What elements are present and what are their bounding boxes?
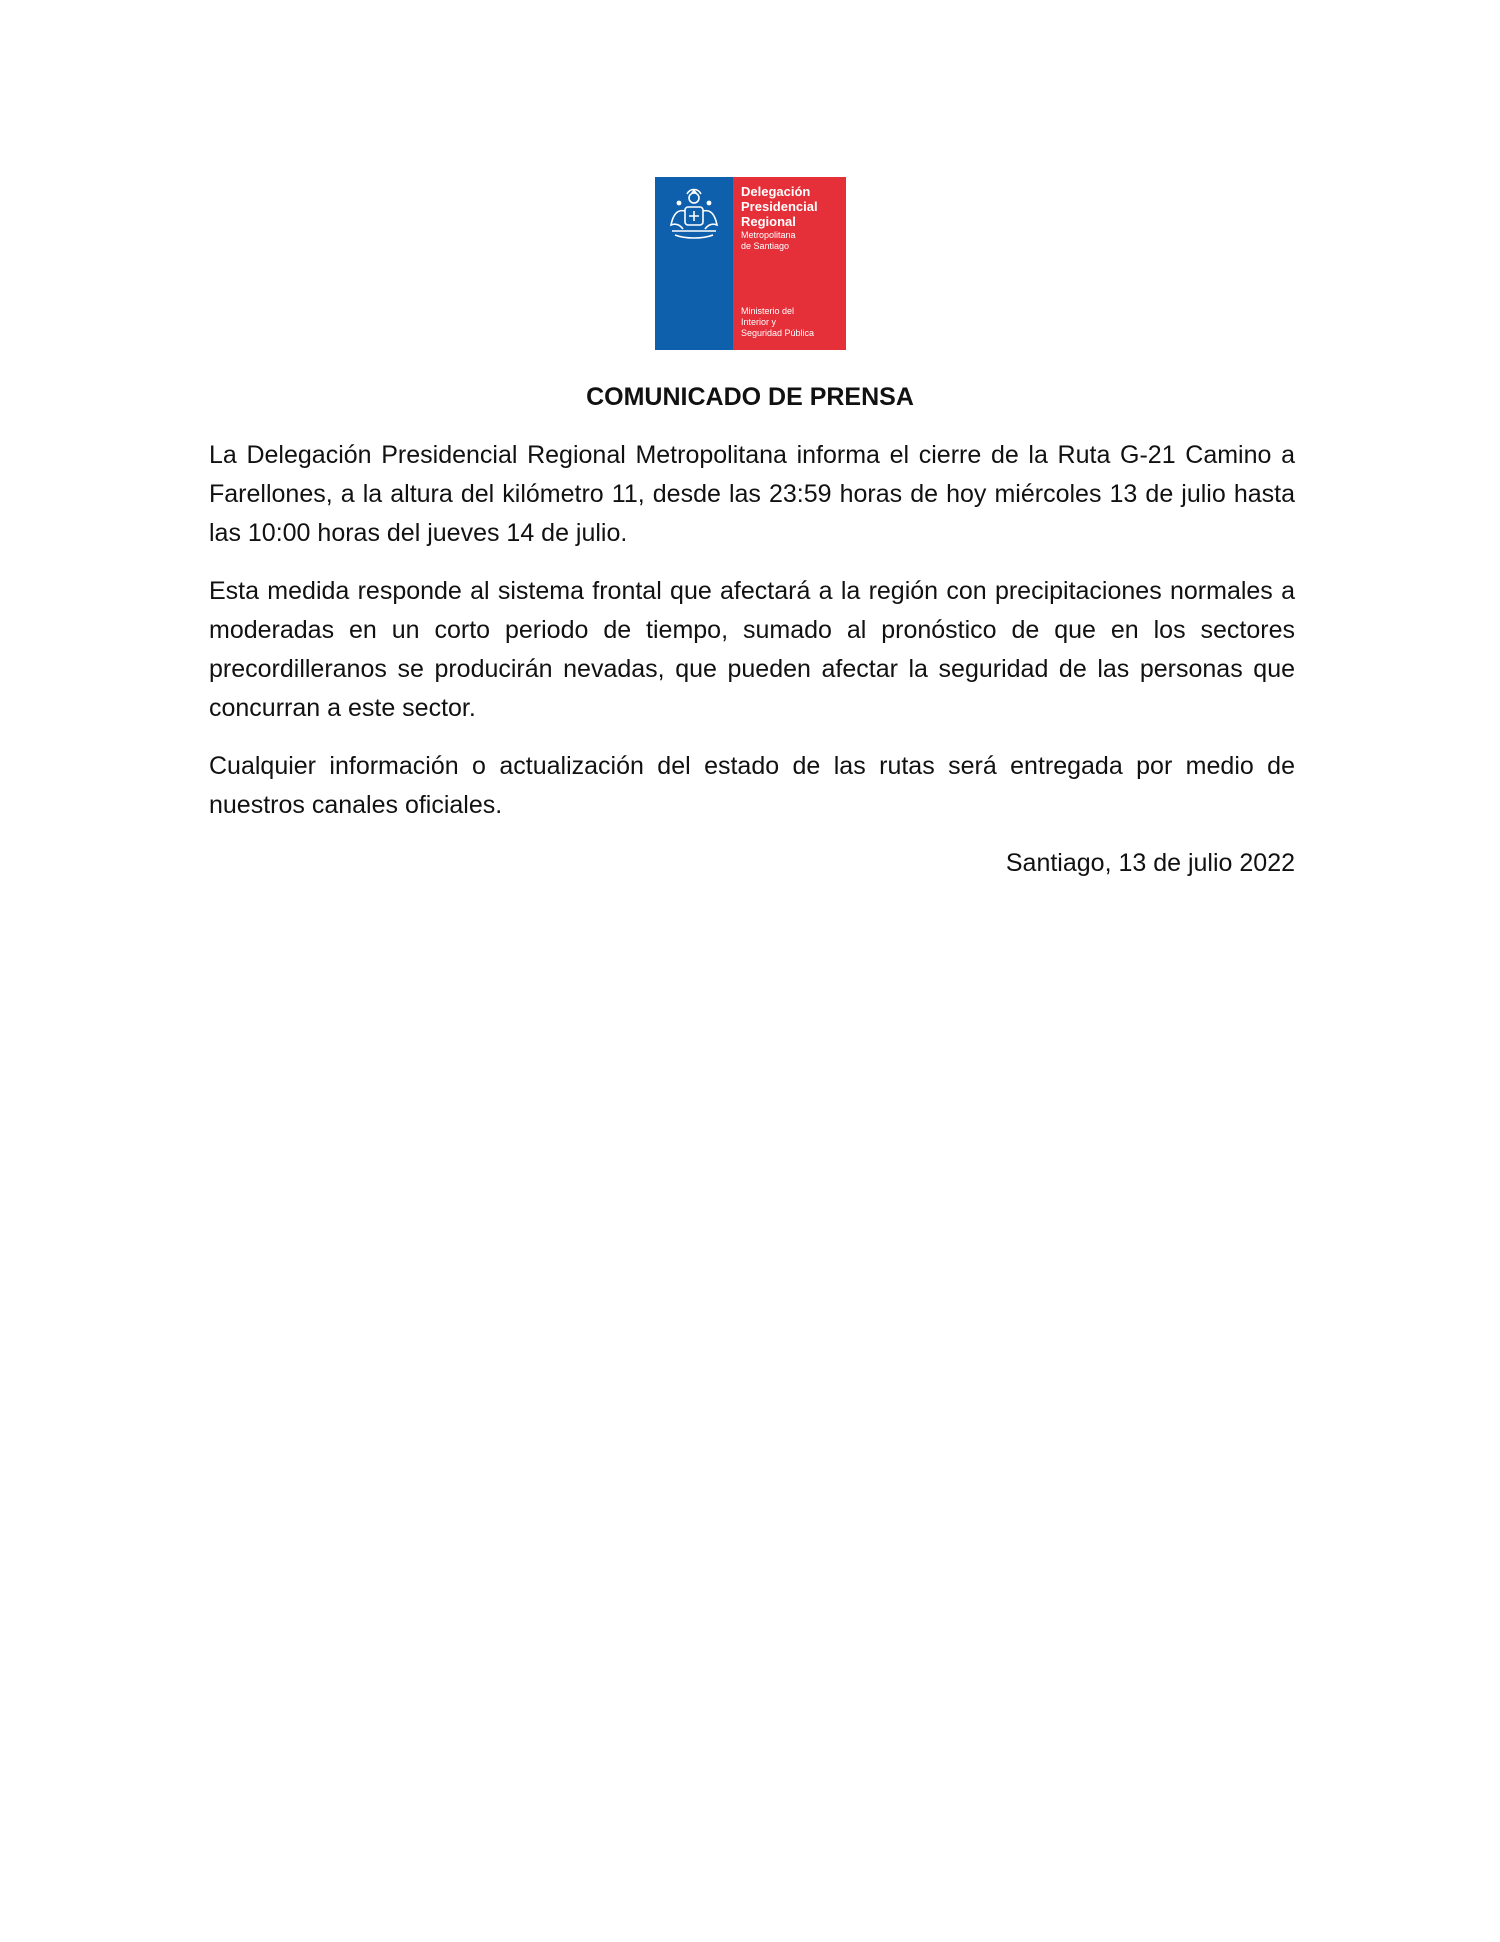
logo-region-line-2: de Santiago: [741, 241, 790, 251]
logo-name-line-3: Regional: [741, 214, 796, 229]
paragraph-road-closure: La Delegación Presidencial Regional Metropolitana informa el cierre de la Ruta G-21 Camino a Farellones, a la altura del kilómetro 11, desde las 23:59 horas de hoy miércoles 13 de julio hasta las 10:00 horas del jueves 14 de julio.: [209, 441, 1295, 547]
coat-of-arms-icon: [663, 185, 725, 241]
logo-name-line-1: Delegación: [741, 184, 811, 199]
logo-ministry-line-1: Ministerio del: [741, 306, 795, 316]
paragraph-weather-reason: Esta medida responde al sistema frontal que afectará a la región con precipitaciones normales a moderadas en un corto periodo de tiempo, sumado al pronóstico de que en los sectores precordilleranos se producirán nevadas, que pueden afectar la seguridad de las personas que concurran a este sector.: [209, 577, 1295, 722]
document-title: COMUNICADO DE PRENSA: [586, 383, 914, 411]
place-and-date: Santiago, 13 de julio 2022: [1005, 849, 1295, 877]
logo-region-line-1: Metropolitana: [741, 230, 796, 240]
logo-red-panel: [733, 177, 846, 350]
logo-ministry-line-2: Interior y: [741, 317, 777, 327]
institution-logo: [655, 177, 846, 350]
logo-name-line-2: Presidencial: [741, 199, 818, 214]
logo-blue-panel: [655, 177, 733, 350]
logo-ministry-line-3: Seguridad Pública: [741, 328, 815, 338]
paragraph-official-channels: Cualquier información o actualización del estado de las rutas será entregada por medio de nuestros canales oficiales.: [209, 752, 1295, 819]
